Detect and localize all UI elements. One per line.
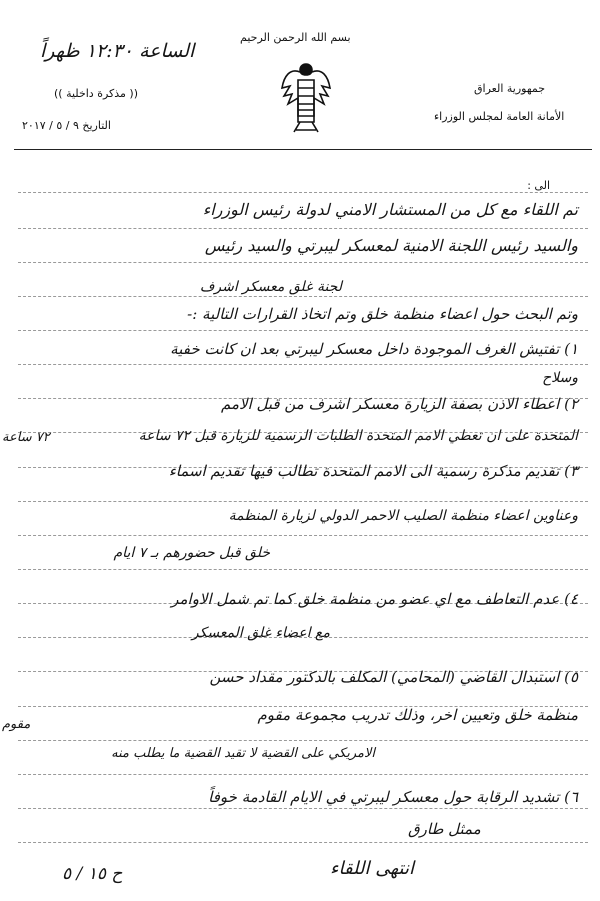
body-line: المتحدة على ان تعطي الامم المتحدة الطلبات الرسمية للزيارة قبل ٧٢ ساعة xyxy=(138,428,578,444)
body-line: ٢) اعطاء الاذن بصفة الزيارة معسكر اشرف من قبل الامم xyxy=(221,395,578,413)
body-line: ٤) عدم التعاطف مع اي عضو من منظمة خلق كما تم شمل الاوامر xyxy=(171,590,578,608)
recipient-label: الى : xyxy=(527,179,550,192)
ruled-line xyxy=(18,842,588,843)
ruled-line xyxy=(18,774,588,775)
body-line: ٦) تشديد الرقابة حول معسكر ليبرتي في الايام القادمة خوفاً xyxy=(208,788,578,806)
body-line: والسيد رئيس اللجنة الامنية لمعسكر ليبرتي والسيد رئيس xyxy=(204,236,578,255)
country-name: جمهورية العراق xyxy=(474,82,546,95)
ruled-line xyxy=(18,501,588,502)
office-name: الأمانة العامة لمجلس الوزراء xyxy=(434,110,565,123)
memo-date: التاريخ ٩ / ٥ / ٢٠١٧ xyxy=(22,119,111,132)
body-line: منظمة خلق وتعيين اخر، وذلك تدريب مجموعة مقوم xyxy=(257,706,578,724)
body-line: وتم البحث حول اعضاء منظمة خلق وتم اتخاذ القرارات التالية :- xyxy=(187,305,578,323)
ruled-line xyxy=(18,740,588,741)
body-line: الامريكي على القضية لا تقيد القضية ما يطلب منه xyxy=(111,746,375,761)
margin-note: مقوم xyxy=(2,717,31,732)
header-divider xyxy=(14,149,592,150)
body-line: وعناوين اعضاء منظمة الصليب الاحمر الدولي لزيارة المنظمة xyxy=(228,508,578,524)
ruled-line xyxy=(18,535,588,536)
ruled-line xyxy=(18,262,588,263)
body-line: تم اللقاء مع كل من المستشار الامني لدولة رئيس الوزراء xyxy=(202,200,578,219)
body-line: ١) تفتيش الغرف الموجودة داخل معسكر ليبرتي بعد ان كانت خفية xyxy=(170,340,578,358)
meeting-time: الساعة ١٢:٣٠ ظهراً xyxy=(40,40,195,62)
footer-note: ح ١٥ / ٥ xyxy=(62,864,123,884)
body-line: مع اعضاء غلق المعسكر xyxy=(191,625,330,641)
memo-type: (( مذكرة داخلية )) xyxy=(54,87,139,100)
ruled-line xyxy=(18,364,588,365)
body-line: وسلاح xyxy=(542,370,578,386)
ruled-line xyxy=(18,228,588,229)
margin-note: ٧٢ ساعة xyxy=(2,430,50,445)
body-line: ٥) استبدال القاضي (المحامي) المكلف بالدكتور مقداد حسن xyxy=(209,668,578,686)
ruled-line xyxy=(18,192,588,193)
signature: ممثل طارق xyxy=(408,820,481,838)
ruled-line xyxy=(18,296,588,297)
footer-closing: انتهى اللقاء xyxy=(330,858,414,879)
ruled-line xyxy=(18,330,588,331)
basmala: بسم الله الرحمن الرحيم xyxy=(240,31,351,44)
body-line: ٣) تقديم مذكرة رسمية الى الامم المتحدة تطالب فيها تقديم اسماء xyxy=(168,462,578,480)
body-line: لجنة غلق معسكر اشرف xyxy=(199,279,342,295)
ruled-line xyxy=(18,808,588,809)
iraq-emblem-icon xyxy=(280,58,332,138)
ruled-line xyxy=(18,569,588,570)
body-line: خلق قبل حضورهم بـ ٧ ايام xyxy=(113,545,270,561)
